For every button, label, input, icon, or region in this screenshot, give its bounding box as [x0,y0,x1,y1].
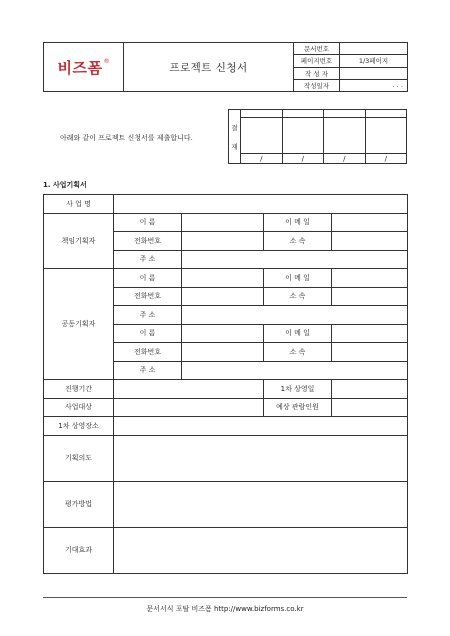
manager-affiliation-field[interactable] [332,232,408,251]
date-value[interactable]: . . . [340,79,408,91]
co-planner-label: 공동기획자 [44,269,114,380]
approval-date-2[interactable]: / [282,154,324,164]
page-number-value[interactable]: 1/3페이지 [340,55,408,67]
project-name-label: 사 업 명 [44,195,114,214]
co-planner-2-phone-field[interactable] [182,343,264,362]
co-planner-2-address-field[interactable] [182,361,408,380]
period-label: 진행기간 [44,380,114,399]
registered-mark: ® [103,57,110,65]
manager-affiliation-label: 소 속 [264,232,332,251]
footer-divider [43,597,407,598]
approval-sign-2[interactable] [282,118,324,154]
co-planner-1-phone-field[interactable] [182,287,264,306]
author-label: 작 성 자 [294,67,340,79]
approval-date-1[interactable]: / [241,154,283,164]
expected-audience-label: 예상 관람인원 [264,398,332,417]
manager-name-field[interactable] [182,213,264,232]
evaluation-field[interactable] [114,481,408,527]
co-planner-1-affiliation-label: 소 속 [264,287,332,306]
author-value[interactable] [340,67,408,79]
intent-field[interactable] [114,435,408,481]
first-venue-label: 1차 상영장소 [44,417,114,436]
co-planner-2-email-field[interactable] [332,324,408,343]
co-planner-2-affiliation-field[interactable] [332,343,408,362]
first-screening-field[interactable] [332,380,408,399]
date-label: 작성일자 [294,79,340,91]
approval-box [228,109,407,164]
manager-name-label: 이 름 [114,213,182,232]
co-planner-2-name-field[interactable] [182,324,264,343]
co-planner-1-name-field[interactable] [182,269,264,288]
manager-address-field[interactable] [182,250,408,269]
target-field[interactable] [114,398,264,417]
footer-text: 문서서식 포탈 비즈폼 http://www.bizforms.co.kr [146,605,304,613]
logo-text: 비즈폼 [57,58,103,77]
co-planner-1-email-field[interactable] [332,269,408,288]
co-planner-2-address-label: 주 소 [114,361,182,380]
co-planner-1-phone-label: 전화번호 [114,287,182,306]
manager-email-label: 이 메 일 [264,213,332,232]
co-planner-2-email-label: 이 메 일 [264,324,332,343]
doc-number-label: 문서번호 [294,43,340,55]
first-venue-field[interactable] [114,417,408,436]
target-label: 사업대상 [44,398,114,417]
approval-label-bottom: 재 [231,142,238,151]
document-header [43,42,408,92]
approval-label-top: 결 [231,123,238,132]
approval-label [229,110,241,164]
approval-date-4[interactable]: / [365,154,407,164]
expected-effect-field[interactable] [114,527,408,573]
co-planner-1-email-label: 이 메 일 [264,269,332,288]
manager-email-field[interactable] [332,213,408,232]
manager-phone-field[interactable] [182,232,264,251]
manager-address-label: 주 소 [114,250,182,269]
approval-date-3[interactable]: / [324,154,366,164]
logo-cell [44,43,124,92]
intent-label: 기획의도 [44,435,114,481]
co-planner-1-affiliation-field[interactable] [332,287,408,306]
approval-title-4[interactable] [365,110,407,118]
approval-title-2[interactable] [282,110,324,118]
co-planner-2-affiliation-label: 소 속 [264,343,332,362]
approval-sign-1[interactable] [241,118,283,154]
project-plan-form [43,194,408,574]
co-planner-1-address-field[interactable] [182,306,408,325]
co-planner-1-address-label: 주 소 [114,306,182,325]
manager-label: 책임기획자 [44,213,114,269]
approval-title-1[interactable] [241,110,283,118]
first-screening-label: 1차 상영일 [264,380,332,399]
co-planner-1-name-label: 이 름 [114,269,182,288]
manager-phone-label: 전화번호 [114,232,182,251]
approval-sign-3[interactable] [324,118,366,154]
evaluation-label: 평가방법 [44,481,114,527]
approval-title-3[interactable] [324,110,366,118]
co-planner-2-phone-label: 전화번호 [114,343,182,362]
document-title: 프로젝트 신청서 [124,43,294,92]
expected-effect-label: 기대효과 [44,527,114,573]
project-name-field[interactable] [114,195,408,214]
section-title: 1. 사업기획서 [43,181,87,189]
expected-audience-field[interactable] [332,398,408,417]
page-number-label: 페이지번호 [294,55,340,67]
bizforms-logo [58,57,110,78]
approval-sign-4[interactable] [365,118,407,154]
doc-number-value[interactable] [340,43,408,55]
intro-text: 아래와 같이 프로젝트 신청서를 제출합니다. [60,134,193,142]
co-planner-2-name-label: 이 름 [114,324,182,343]
period-field[interactable] [114,380,264,399]
